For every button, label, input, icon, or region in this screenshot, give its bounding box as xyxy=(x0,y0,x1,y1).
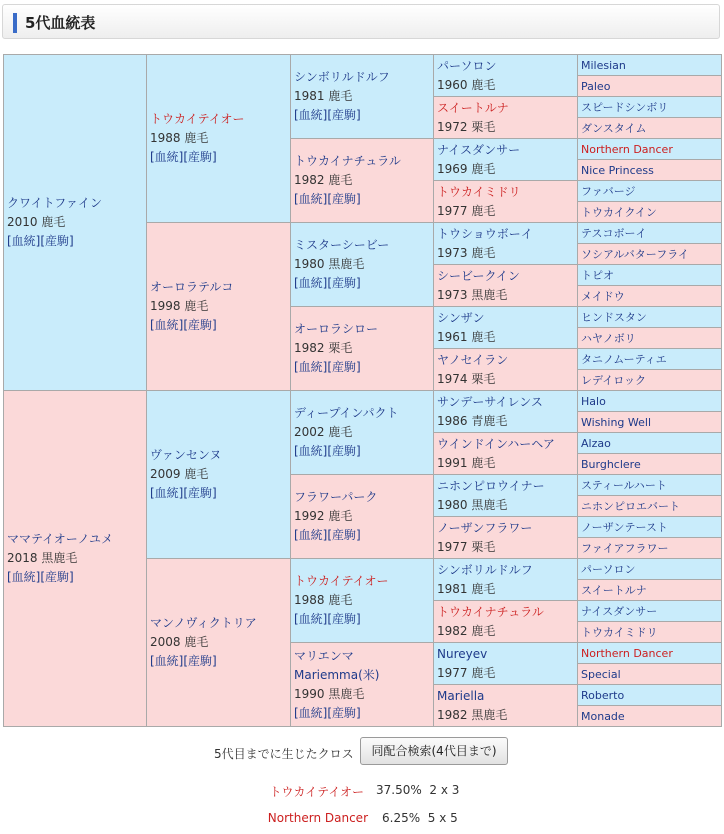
horse-name-link[interactable]: ダンスタイム xyxy=(581,121,647,135)
horse-name-link[interactable]: ノーザンテースト xyxy=(581,520,668,534)
gen3-horse xyxy=(291,223,434,307)
horse-name-link[interactable]: パーソロン xyxy=(437,58,497,73)
gen4-horse xyxy=(434,265,578,307)
gen2-horse xyxy=(147,223,291,391)
gen5-horse xyxy=(578,559,722,580)
blood-link[interactable]: [血統] xyxy=(294,276,328,290)
birth-year-color: 2002 鹿毛 xyxy=(294,425,353,439)
horse-name-link[interactable]: ヴァンセンヌ xyxy=(150,448,222,462)
gen5-horse xyxy=(578,538,722,559)
horse-name-link[interactable]: タニノムーティエ xyxy=(581,352,667,366)
birth-year-color: 1982 鹿毛 xyxy=(294,173,353,187)
blood-link[interactable]: [血統] xyxy=(150,486,184,500)
gen4-horse xyxy=(434,685,578,727)
gen5-horse xyxy=(578,643,722,664)
horse-name-link[interactable]: Alzao xyxy=(581,436,611,450)
gen3-horse xyxy=(291,643,434,727)
horse-name-link[interactable]: Burghclere xyxy=(581,457,641,471)
gen2-horse xyxy=(147,55,291,223)
cross-section xyxy=(0,737,724,767)
offspring-link[interactable]: [産駒] xyxy=(327,705,361,720)
gen5-horse xyxy=(578,454,722,475)
gen4-horse xyxy=(434,97,578,139)
horse-name-link[interactable]: スイートルナ xyxy=(581,583,647,597)
horse-name-link[interactable]: トウカイミドリ xyxy=(437,184,521,199)
birth-year-color: 1980 黒鹿毛 xyxy=(294,257,365,271)
horse-name-link[interactable]: トウカイナチュラル xyxy=(437,604,544,619)
offspring-link[interactable]: [産駒] xyxy=(327,192,361,206)
birth-year-color: 1977 鹿毛 xyxy=(437,665,496,680)
blood-link[interactable]: [血統] xyxy=(7,234,41,248)
horse-name-link[interactable]: ノーザンフラワー xyxy=(437,520,533,535)
gen1-horse xyxy=(4,55,147,391)
birth-year-color: 2010 鹿毛 xyxy=(7,215,66,229)
horse-name-link[interactable]: トウカイテイオー xyxy=(150,112,245,126)
gen5-horse xyxy=(578,265,722,286)
birth-year-color: 1981 鹿毛 xyxy=(294,89,353,103)
gen5-horse xyxy=(578,181,722,202)
gen3-horse xyxy=(291,55,434,139)
birth-year-color: 1977 栗毛 xyxy=(437,539,496,554)
horse-origin-name: Mariemma(米) xyxy=(294,667,380,682)
birth-year-color: 1991 鹿毛 xyxy=(437,455,496,470)
cross-percentage: 37.50% 2 x 3 xyxy=(376,783,460,797)
horse-name-link[interactable]: マリエンマ xyxy=(294,648,354,663)
birth-year-color: 1969 鹿毛 xyxy=(437,161,496,176)
gen3-horse xyxy=(291,391,434,475)
birth-year-color: 1998 鹿毛 xyxy=(150,299,209,313)
birth-year-color: 1973 鹿毛 xyxy=(437,245,496,260)
gen4-horse xyxy=(434,433,578,475)
gen3-horse xyxy=(291,559,434,643)
gen4-horse xyxy=(434,643,578,685)
gen5-horse xyxy=(578,223,722,244)
gen1-horse xyxy=(4,391,147,727)
offspring-link[interactable]: [産駒] xyxy=(183,654,217,668)
blood-link[interactable]: [血統] xyxy=(294,108,328,122)
blood-link[interactable]: [血統] xyxy=(294,705,328,720)
horse-name-link[interactable]: ウインドインハーヘア xyxy=(437,436,555,451)
horse-name-link[interactable]: Halo xyxy=(581,394,606,408)
birth-year-color: 1982 鹿毛 xyxy=(437,623,496,638)
header-accent-bar xyxy=(13,13,17,33)
horse-name-link[interactable]: ママテイオーノユメ xyxy=(7,532,113,546)
gen4-horse xyxy=(434,223,578,265)
pedigree-table xyxy=(3,54,722,727)
offspring-link[interactable]: [産駒] xyxy=(327,612,361,626)
blood-link[interactable]: [血統] xyxy=(294,192,328,206)
birth-year-color: 1982 栗毛 xyxy=(294,341,353,355)
gen5-horse xyxy=(578,685,722,706)
cross-item xyxy=(0,783,724,799)
horse-name-link[interactable]: クワイトファイン xyxy=(7,196,103,210)
cross-horse-link[interactable]: Northern Dancer xyxy=(267,811,368,825)
birth-year-color: 1972 栗毛 xyxy=(437,119,496,134)
gen3-horse xyxy=(291,307,434,391)
offspring-link[interactable]: [産駒] xyxy=(183,318,217,332)
gen5-horse xyxy=(578,391,722,412)
gen5-horse xyxy=(578,706,722,727)
horse-name-link[interactable]: オーロラシロー xyxy=(294,322,379,336)
horse-name-link[interactable]: パーソロン xyxy=(581,562,636,576)
horse-name-link[interactable]: トウカイミドリ xyxy=(581,625,658,639)
birth-year-color: 2018 黒鹿毛 xyxy=(7,551,78,565)
offspring-link[interactable]: [産駒] xyxy=(183,150,217,164)
gen5-horse xyxy=(578,139,722,160)
gen3-horse xyxy=(291,139,434,223)
horse-name-link[interactable]: トウカイナチュラル xyxy=(294,154,401,168)
offspring-link[interactable]: [産駒] xyxy=(327,360,361,374)
horse-name-link[interactable]: ナイスダンサー xyxy=(581,604,658,618)
offspring-link[interactable]: [産駒] xyxy=(327,108,361,122)
horse-name-link[interactable]: ソシアルバターフライ xyxy=(581,247,689,261)
birth-year-color: 2008 鹿毛 xyxy=(150,635,209,649)
gen5-horse xyxy=(578,496,722,517)
gen5-horse xyxy=(578,412,722,433)
gen4-horse xyxy=(434,601,578,643)
gen5-horse xyxy=(578,202,722,223)
gen5-horse xyxy=(578,97,722,118)
gen5-horse xyxy=(578,328,722,349)
horse-name-link[interactable]: フラワーパーク xyxy=(294,490,378,504)
birth-year-color: 1988 鹿毛 xyxy=(294,593,353,607)
birth-year-color: 1982 黒鹿毛 xyxy=(437,707,508,722)
horse-name-link[interactable]: ニホンピロエバート xyxy=(581,499,680,513)
horse-name-link[interactable]: オーロラテルコ xyxy=(150,280,234,294)
gen5-horse xyxy=(578,601,722,622)
horse-name-link[interactable]: Wishing Well xyxy=(581,415,652,429)
offspring-link[interactable]: [産駒] xyxy=(40,234,74,248)
section-header xyxy=(2,4,720,39)
horse-name-link[interactable]: ファイアフラワー xyxy=(581,541,669,555)
horse-name-link[interactable]: ニホンピロウイナー xyxy=(437,478,545,493)
horse-name-link[interactable]: マンノヴィクトリア xyxy=(150,616,257,630)
horse-name-link[interactable]: シンボリルドルフ xyxy=(294,70,390,84)
blood-link[interactable]: [血統] xyxy=(294,360,328,374)
horse-name-link[interactable]: ヤノセイラン xyxy=(437,352,509,367)
horse-name-link[interactable]: シンザン xyxy=(437,310,485,325)
birth-year-color: 1961 鹿毛 xyxy=(437,329,496,344)
offspring-link[interactable]: [産駒] xyxy=(327,444,361,458)
gen5-horse xyxy=(578,286,722,307)
gen5-horse xyxy=(578,76,722,97)
horse-name-link[interactable]: レデイロック xyxy=(581,373,647,387)
birth-year-color: 1960 鹿毛 xyxy=(437,77,496,92)
horse-name-link[interactable]: Paleo xyxy=(581,79,611,93)
horse-name-link[interactable]: シービークイン xyxy=(437,268,520,283)
horse-name-link[interactable]: ファバージ xyxy=(581,184,636,198)
gen5-horse xyxy=(578,664,722,685)
gen4-horse xyxy=(434,307,578,349)
horse-name-link[interactable]: ヒンドスタン xyxy=(581,310,647,324)
birth-year-color: 1986 青鹿毛 xyxy=(437,413,508,428)
gen4-horse xyxy=(434,391,578,433)
offspring-link[interactable]: [産駒] xyxy=(183,486,217,500)
birth-year-color: 1992 鹿毛 xyxy=(294,509,353,523)
horse-name-link[interactable]: スティールハート xyxy=(581,478,667,492)
birth-year-color: 1990 黒鹿毛 xyxy=(294,686,365,701)
gen5-horse xyxy=(578,517,722,538)
blood-link[interactable]: [血統] xyxy=(294,444,328,458)
horse-name-link[interactable]: Nureyev xyxy=(437,646,488,661)
horse-name-link[interactable]: スピードシンボリ xyxy=(581,100,669,114)
blood-link[interactable]: [血統] xyxy=(294,612,328,626)
horse-name-link[interactable]: Roberto xyxy=(581,688,625,702)
cross-percentage: 6.25% 5 x 5 xyxy=(382,811,458,825)
gen5-horse xyxy=(578,160,722,181)
offspring-link[interactable]: [産駒] xyxy=(40,570,74,584)
gen5-horse xyxy=(578,475,722,496)
gen5-horse xyxy=(578,433,722,454)
horse-name-link[interactable]: ディープインパクト xyxy=(294,406,399,420)
birth-year-color: 1980 黒鹿毛 xyxy=(437,497,508,512)
horse-name-link[interactable]: トピオ xyxy=(581,268,614,282)
birth-year-color: 1981 鹿毛 xyxy=(437,581,496,596)
gen4-horse xyxy=(434,517,578,559)
horse-name-link[interactable]: Special xyxy=(581,667,621,681)
horse-name-link[interactable]: メイドウ xyxy=(581,289,625,303)
horse-name-link[interactable]: トウカイテイオー xyxy=(294,574,389,588)
gen5-horse xyxy=(578,307,722,328)
blood-link[interactable]: [血統] xyxy=(150,654,184,668)
horse-name-link[interactable]: Northern Dancer xyxy=(581,646,673,660)
gen4-horse xyxy=(434,475,578,517)
same-breeding-search-button[interactable]: 同配合検索(4代目まで) xyxy=(360,737,508,765)
horse-name-link[interactable]: ナイスダンサー xyxy=(437,142,521,157)
blood-link[interactable]: [血統] xyxy=(294,528,328,542)
birth-year-color: 1973 黒鹿毛 xyxy=(437,287,508,302)
horse-name-link[interactable]: シンボリルドルフ xyxy=(437,562,533,577)
gen2-horse xyxy=(147,391,291,559)
blood-link[interactable]: [血統] xyxy=(150,318,184,332)
horse-name-link[interactable]: トウカイクイン xyxy=(581,205,657,219)
gen5-horse xyxy=(578,244,722,265)
birth-year-color: 1988 鹿毛 xyxy=(150,131,209,145)
gen4-horse xyxy=(434,139,578,181)
gen5-horse xyxy=(578,370,722,391)
gen5-horse xyxy=(578,580,722,601)
gen5-horse xyxy=(578,55,722,76)
horse-name-link[interactable]: Northern Dancer xyxy=(581,142,673,156)
horse-name-link[interactable]: Nice Princess xyxy=(581,163,654,177)
cross-item xyxy=(0,811,724,827)
offspring-link[interactable]: [産駒] xyxy=(327,528,361,542)
horse-name-link[interactable]: サンデーサイレンス xyxy=(437,394,543,409)
horse-name-link[interactable]: Milesian xyxy=(581,58,626,72)
horse-name-link[interactable]: Mariella xyxy=(437,688,485,703)
gen4-horse xyxy=(434,55,578,97)
horse-name-link[interactable]: ミスターシービー xyxy=(294,238,390,252)
gen2-horse xyxy=(147,559,291,727)
gen4-horse xyxy=(434,559,578,601)
horse-name-link[interactable]: スイートルナ xyxy=(437,100,509,115)
gen4-horse xyxy=(434,349,578,391)
page-title: 5代血統表 xyxy=(25,14,96,32)
horse-name-link[interactable]: テスコボーイ xyxy=(581,226,647,240)
cross-label: 5代目までに生じたクロス xyxy=(214,747,354,761)
horse-name-link[interactable]: Monade xyxy=(581,709,625,723)
gen5-horse xyxy=(578,622,722,643)
cross-horse-link[interactable]: トウカイテイオー xyxy=(269,785,364,799)
birth-year-color: 2009 鹿毛 xyxy=(150,467,209,481)
blood-link[interactable]: [血統] xyxy=(150,150,184,164)
gen5-horse xyxy=(578,349,722,370)
horse-name-link[interactable]: トウショウボーイ xyxy=(437,226,533,241)
birth-year-color: 1974 栗毛 xyxy=(437,371,496,386)
gen3-horse xyxy=(291,475,434,559)
gen5-horse xyxy=(578,118,722,139)
birth-year-color: 1977 鹿毛 xyxy=(437,203,496,218)
gen4-horse xyxy=(434,181,578,223)
offspring-link[interactable]: [産駒] xyxy=(327,276,361,290)
horse-name-link[interactable]: ハヤノボリ xyxy=(581,331,636,345)
blood-link[interactable]: [血統] xyxy=(7,570,41,584)
